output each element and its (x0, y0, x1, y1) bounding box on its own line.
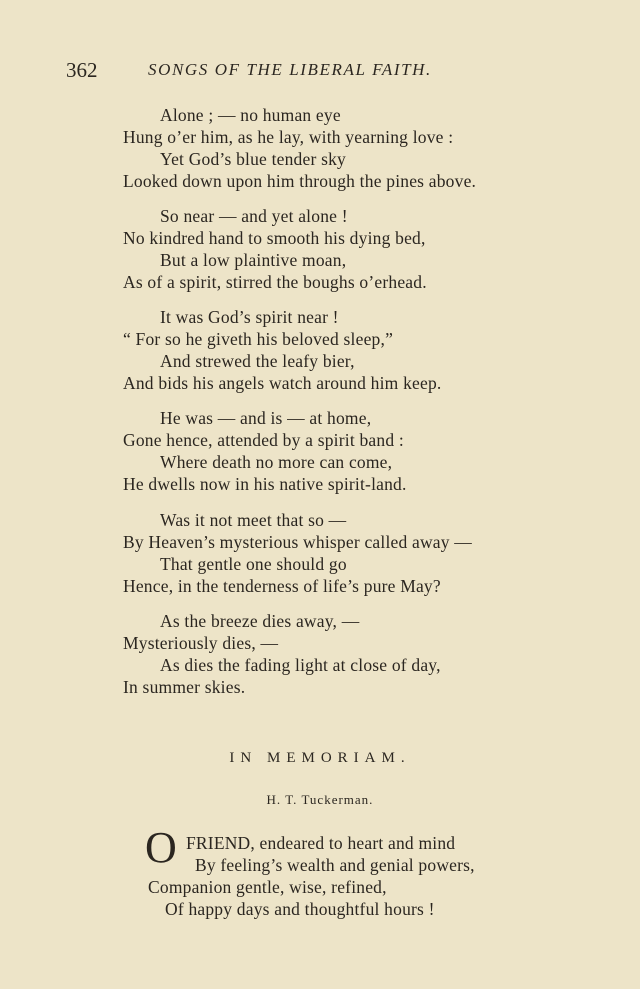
poem-line: “ For so he giveth his beloved sleep,” (123, 329, 394, 349)
poem-title: IN MEMORIAM. (229, 750, 411, 766)
poem-line: He was — and is — at home, (160, 408, 372, 428)
poem-line: As the breeze dies away, — (160, 611, 360, 631)
poem-line: Yet God’s blue tender sky (160, 149, 346, 169)
poem-line: Hence, in the tenderness of life’s pure May? (123, 576, 441, 596)
poem-line: Mysteriously dies, — (123, 633, 279, 653)
poem-line: And strewed the leafy bier, (160, 351, 355, 371)
poem-line: He dwells now in his native spirit-land. (123, 474, 407, 494)
poem-line: FRIEND, endeared to heart and mind (186, 833, 456, 853)
poem-line: No kindred hand to smooth his dying bed, (123, 228, 426, 248)
poem-line: So near — and yet alone ! (160, 206, 348, 226)
poem-author: H. T. Tuckerman. (266, 792, 374, 807)
page-header (66, 58, 486, 88)
poem-line: In summer skies. (123, 677, 246, 697)
page-number: 362 (66, 58, 98, 82)
poem-line: And bids his angels watch around him keep. (123, 373, 442, 393)
poem-line: That gentle one should go (160, 554, 347, 574)
poem-line: It was God’s spirit near ! (160, 307, 339, 327)
poem-line: Was it not meet that so — (160, 510, 347, 530)
poem-line: Alone ; — no human eye (160, 105, 341, 125)
poem-line: Gone hence, attended by a spirit band : (123, 430, 404, 450)
poem-line: By feeling’s wealth and genial powers, (195, 855, 475, 875)
poem-line: Looked down upon him through the pines above. (123, 171, 477, 191)
drop-cap: O (145, 823, 177, 872)
poem-line: As of a spirit, stirred the boughs o’erhead. (123, 272, 427, 292)
poem-line: Hung o’er him, as he lay, with yearning love : (123, 127, 454, 147)
poem-line: But a low plaintive moan, (160, 250, 347, 270)
poem-line: Companion gentle, wise, refined, (148, 877, 387, 897)
poem-line: By Heaven’s mysterious whisper called away — (123, 532, 472, 552)
poem-line: Where death no more can come, (160, 452, 393, 472)
running-head: SONGS OF THE LIBERAL FAITH. (148, 60, 432, 79)
poem-line: Of happy days and thoughtful hours ! (165, 899, 435, 919)
poem-line: As dies the fading light at close of day, (160, 655, 441, 675)
